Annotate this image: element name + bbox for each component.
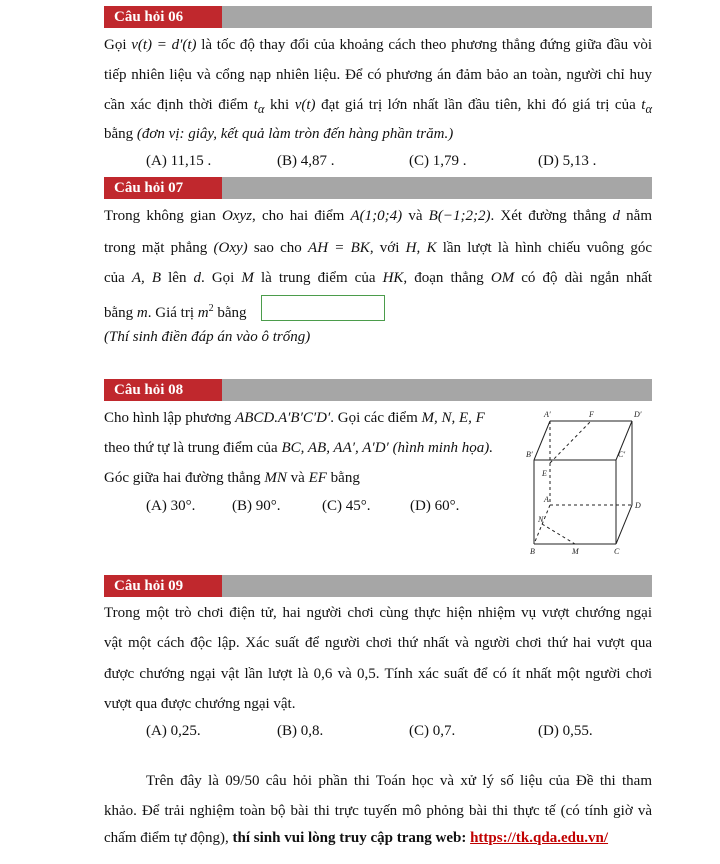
q06-option-d[interactable]: (D) 5,13 . [538,153,597,169]
question-09-label: Câu hỏi 09 [104,575,222,597]
q09-option-a[interactable]: (A) 0,25. [146,723,201,739]
q09-option-b[interactable]: (B) 0,8. [277,723,324,739]
label-b: B [530,547,535,556]
q08-line-1: Cho hình lập phương ABCD.A′B′C′D′. Gọi các điểm M, N, E, F [104,410,485,426]
footer-line-1: Trên đây là 09/50 câu hỏi phần thi Toán học và xử lý số liệu của Đề thi tham [146,773,652,789]
label-n: N [538,515,544,524]
q09-option-c[interactable]: (C) 0,7. [409,723,456,739]
q08-option-d[interactable]: (D) 60°. [410,498,460,514]
label-e: E [542,469,547,478]
label-b-prime: B′ [526,450,533,459]
q06-line-2: tiếp nhiên liệu và cổng nạp nhiên liệu. Để có phương án đảm bảo an toàn, người chỉ huy [104,67,652,83]
footer-line-2: khảo. Để trải nghiệm toàn bộ bài thi trực tuyến mô phỏng bài thi thực tế (có tính giờ và [104,803,652,819]
label-a: A [544,495,549,504]
footer-line-3: chấm điểm tự động), thí sinh vui lòng truy cập trang web: https://tk.qda.edu.vn/ [104,830,609,846]
website-link[interactable]: https://tk.qda.edu.vn/ [470,830,609,846]
q06-line-4: bằng (đơn vị: giây, kết quả làm tròn đến hàng phần trăm.) [104,126,454,142]
label-a-prime: A′ [544,410,551,419]
question-07-header [104,177,652,199]
q08-line-2: theo thứ tự là trung điểm của BC, AB, AA′, A′D′ (hình minh họa). [104,440,493,456]
q09-line-3: được chướng ngại vật lần lượt là 0,6 và 0,5. Tính xác suất để có ít nhất một người chơi [104,666,652,682]
question-08-header [104,379,652,401]
q09-option-d[interactable]: (D) 0,55. [538,723,593,739]
question-06-header [104,6,652,28]
label-c-prime: C′ [618,450,626,459]
q09-line-2: vật một cách độc lập. Xác suất để người chơi thứ nhất và người chơi thứ hai vượt qua [104,635,652,651]
q06-line-3: cần xác định thời điểm $t_\alpha$ khi v(t) đạt giá trị lớn nhất lần đầu tiên, khi đó giá trị của $t_\alpha$ [104,97,652,116]
q06-option-c[interactable]: (C) 1,79 . [409,153,467,169]
question-09-header [104,575,652,597]
q07-note: (Thí sinh điền đáp án vào ô trống) [104,329,311,345]
q07-line-2: trong mặt phẳng (Oxy) sao cho AH = BK, với H, K lần lượt là hình chiếu vuông góc [104,240,652,256]
q06-line-1: Gọi v(t) = d′(t) là tốc độ thay đổi của khoảng cách theo phương thẳng đứng giữa đầu vòi [104,37,652,53]
q08-line-3: Góc giữa hai đường thẳng MN và EF bằng [104,470,360,486]
q07-line-1: Trong không gian Oxyz, cho hai điểm A(1;0;4) và B(−1;2;2). Xét đường thẳng d nằm [104,208,652,224]
q06-option-b[interactable]: (B) 4,87 . [277,153,335,169]
question-07-label: Câu hỏi 07 [104,177,222,199]
cube-figure [524,408,656,558]
q07-answer-input[interactable] [261,295,385,321]
q06-option-a[interactable]: (A) 11,15 . [146,153,212,169]
label-f: F [589,410,594,419]
question-08-label: Câu hỏi 08 [104,379,222,401]
label-d-prime: D′ [634,410,642,419]
q08-option-a[interactable]: (A) 30°. [146,498,196,514]
q08-option-c[interactable]: (C) 45°. [322,498,371,514]
q07-line-4: bằng m. Giá trị $m^2$ bằng [104,303,247,321]
q08-option-b[interactable]: (B) 90°. [232,498,281,514]
label-c: C [614,547,620,556]
label-m: M [572,547,579,556]
question-06-label: Câu hỏi 06 [104,6,222,28]
q09-line-4: vượt qua được chướng ngại vật. [104,696,296,712]
q09-line-1: Trong một trò chơi điện tử, hai người chơi cùng thực hiện nhiệm vụ vượt chướng ngại [104,605,652,621]
q07-line-3: của A, B lên d. Gọi M là trung điểm của HK, đoạn thẳng OM có độ dài ngắn nhất [104,270,653,286]
label-d: D [635,501,641,510]
